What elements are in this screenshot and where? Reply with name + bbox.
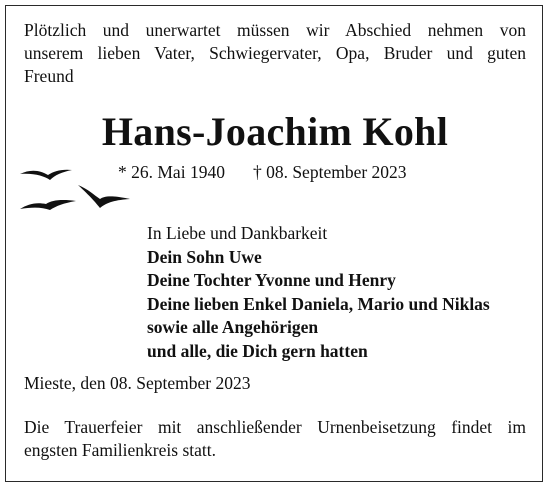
bird-2-icon — [78, 185, 130, 208]
intro-line-3: Freund — [24, 66, 74, 86]
birth-date: * 26. Mai 1940 — [118, 162, 225, 182]
funeral-note-line-1: Die Trauerfeier mit anschließender Urnenbeisetzung findet im — [24, 417, 526, 437]
mourners-list — [147, 222, 490, 363]
mourner-line: Deine Tochter Yvonne und Henry — [147, 270, 396, 290]
deceased-name: Hans-Joachim Kohl — [101, 109, 449, 154]
mourner-line: sowie alle Angehörigen — [147, 317, 319, 337]
intro-line-2: unserem lieben Vater, Schwiegervater, Opa, Bruder und guten — [24, 43, 526, 63]
bird-3-icon — [20, 200, 76, 210]
funeral-note — [24, 416, 526, 462]
life-dates — [118, 162, 407, 183]
funeral-note-line-2: engsten Familienkreis statt. — [24, 440, 216, 460]
mourner-line: und alle, die Dich gern hatten — [147, 340, 368, 361]
bird-1-icon — [20, 170, 72, 180]
mourner-line: Dein Sohn Uwe — [147, 246, 262, 267]
mourner-line: Deine lieben Enkel Daniela, Mario und Niklas — [147, 293, 490, 314]
signatures-intro: In Liebe und Dankbarkeit — [147, 223, 328, 243]
place-and-date: Mieste, den 08. September 2023 — [24, 373, 251, 393]
death-date: † 08. September 2023 — [252, 162, 407, 182]
intro-line-1: Plötzlich und unerwartet müssen wir Abschied nehmen von — [24, 20, 526, 40]
intro-text — [24, 19, 526, 88]
